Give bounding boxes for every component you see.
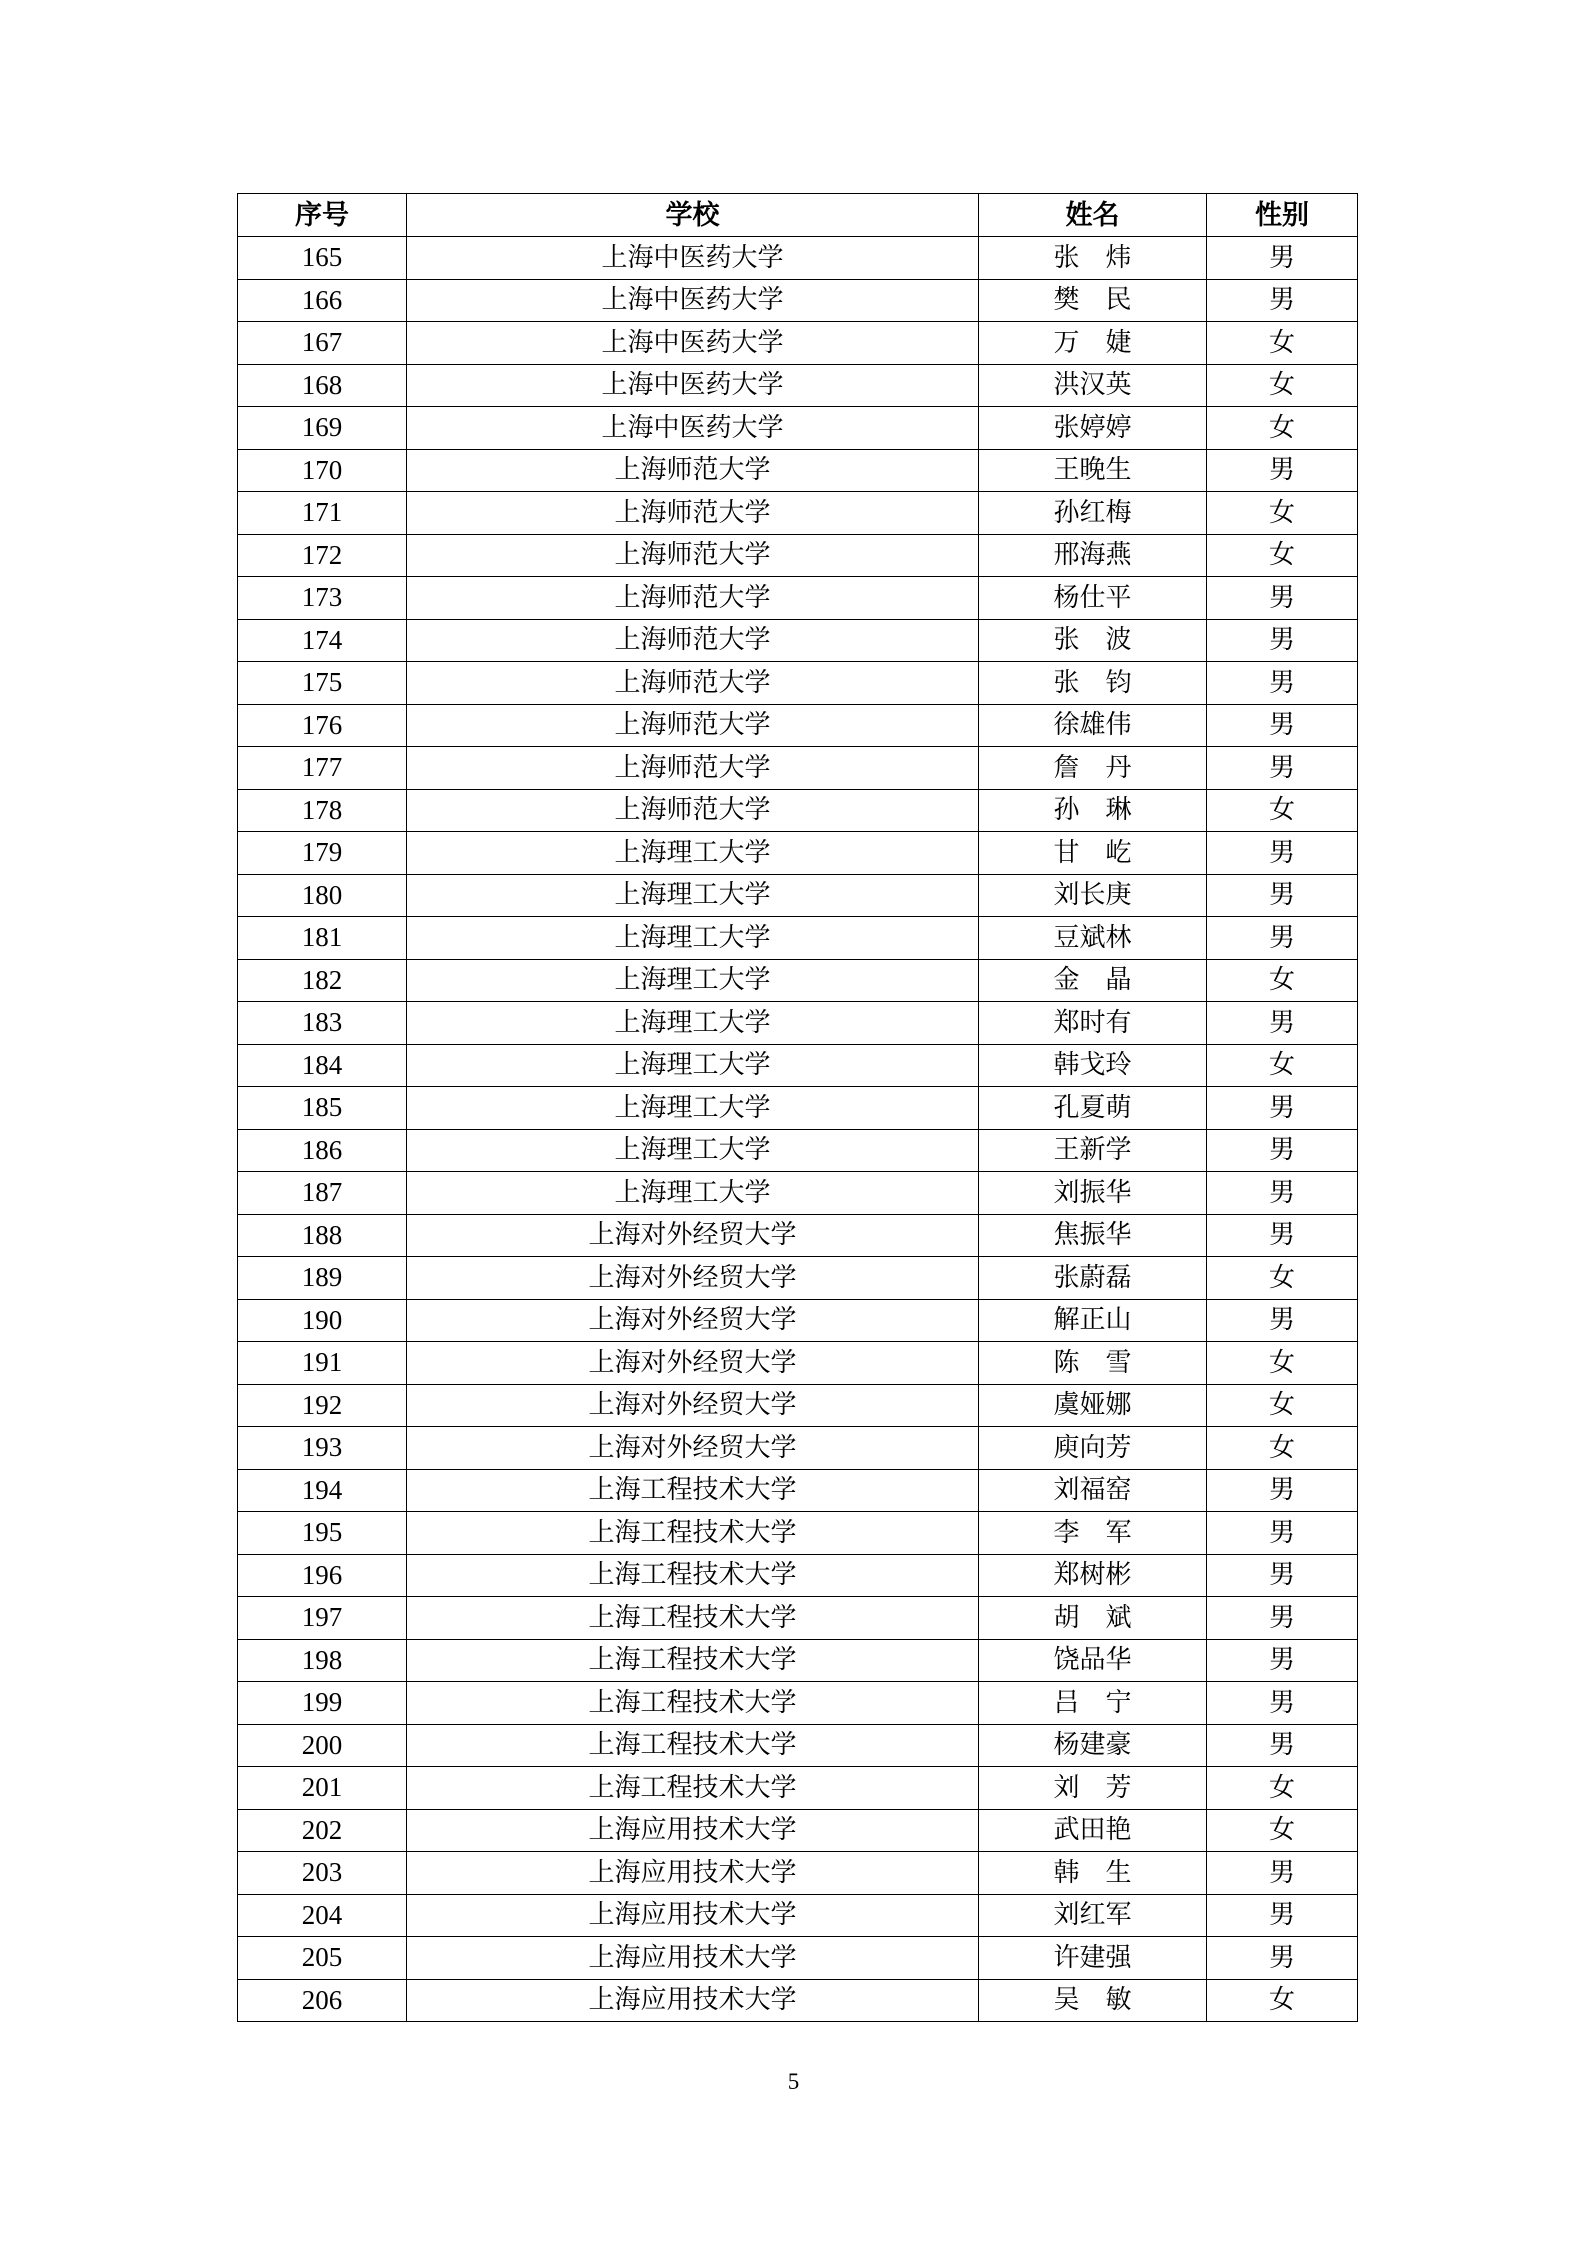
page-number: 5 [787, 2069, 800, 2094]
name-cell: 詹 丹 [979, 747, 1207, 790]
gender-cell: 男 [1207, 619, 1358, 662]
gender-cell: 男 [1207, 747, 1358, 790]
school-cell: 上海理工大学 [407, 1129, 979, 1172]
seq-cell: 202 [238, 1809, 407, 1852]
table-row [238, 1087, 1358, 1130]
school-cell: 上海中医药大学 [407, 364, 979, 407]
name-cell: 刘红军 [979, 1894, 1207, 1937]
name-cell: 饶品华 [979, 1639, 1207, 1682]
table-row [238, 789, 1358, 832]
school-cell: 上海理工大学 [407, 1172, 979, 1215]
table-row [238, 747, 1358, 790]
seq-cell: 190 [238, 1299, 407, 1342]
gender-cell: 女 [1207, 364, 1358, 407]
school-cell: 上海工程技术大学 [407, 1512, 979, 1555]
gender-cell: 女 [1207, 1427, 1358, 1470]
name-cell: 刘振华 [979, 1172, 1207, 1215]
table-row [238, 1894, 1358, 1937]
name-cell: 杨仕平 [979, 577, 1207, 620]
table-row [238, 619, 1358, 662]
gender-cell: 男 [1207, 1002, 1358, 1045]
table-row [238, 1299, 1358, 1342]
seq-cell: 200 [238, 1724, 407, 1767]
seq-cell: 186 [238, 1129, 407, 1172]
gender-cell: 男 [1207, 1512, 1358, 1555]
gender-cell: 男 [1207, 1724, 1358, 1767]
school-cell: 上海工程技术大学 [407, 1724, 979, 1767]
seq-cell: 178 [238, 789, 407, 832]
name-cell: 吕 宁 [979, 1682, 1207, 1725]
school-cell: 上海师范大学 [407, 789, 979, 832]
table-row [238, 1979, 1358, 2022]
name-cell: 徐雄伟 [979, 704, 1207, 747]
name-cell: 张蔚磊 [979, 1257, 1207, 1300]
seq-cell: 184 [238, 1044, 407, 1087]
name-cell: 王新学 [979, 1129, 1207, 1172]
seq-cell: 204 [238, 1894, 407, 1937]
table-row [238, 1002, 1358, 1045]
school-cell: 上海工程技术大学 [407, 1639, 979, 1682]
seq-cell: 196 [238, 1554, 407, 1597]
gender-cell: 男 [1207, 704, 1358, 747]
school-cell: 上海应用技术大学 [407, 1894, 979, 1937]
table-row [238, 237, 1358, 280]
gender-cell: 男 [1207, 1214, 1358, 1257]
table-row [238, 1214, 1358, 1257]
gender-cell: 男 [1207, 1894, 1358, 1937]
gender-cell: 女 [1207, 492, 1358, 535]
name-cell: 李 军 [979, 1512, 1207, 1555]
name-cell: 甘 屹 [979, 832, 1207, 875]
school-cell: 上海理工大学 [407, 874, 979, 917]
gender-cell: 男 [1207, 662, 1358, 705]
gender-cell: 男 [1207, 1087, 1358, 1130]
gender-cell: 女 [1207, 407, 1358, 450]
table-row [238, 407, 1358, 450]
school-cell: 上海师范大学 [407, 449, 979, 492]
table-row [238, 577, 1358, 620]
name-cell: 郑时有 [979, 1002, 1207, 1045]
name-cell: 虞娅娜 [979, 1384, 1207, 1427]
school-cell: 上海师范大学 [407, 662, 979, 705]
table-row [238, 1427, 1358, 1470]
name-cell: 张 钧 [979, 662, 1207, 705]
name-cell: 邢海燕 [979, 534, 1207, 577]
school-cell: 上海对外经贸大学 [407, 1214, 979, 1257]
table-row [238, 832, 1358, 875]
gender-cell: 男 [1207, 449, 1358, 492]
table-row [238, 279, 1358, 322]
seq-cell: 185 [238, 1087, 407, 1130]
seq-cell: 206 [238, 1979, 407, 2022]
name-cell: 刘 芳 [979, 1767, 1207, 1810]
school-cell: 上海理工大学 [407, 1002, 979, 1045]
seq-cell: 169 [238, 407, 407, 450]
table-row [238, 704, 1358, 747]
name-cell: 万 婕 [979, 322, 1207, 365]
table-row [238, 959, 1358, 1002]
gender-cell: 男 [1207, 1597, 1358, 1640]
gender-cell: 男 [1207, 1852, 1358, 1895]
gender-cell: 男 [1207, 1129, 1358, 1172]
name-cell: 王晚生 [979, 449, 1207, 492]
seq-cell: 189 [238, 1257, 407, 1300]
gender-cell: 男 [1207, 1639, 1358, 1682]
table-row [238, 1554, 1358, 1597]
school-cell: 上海应用技术大学 [407, 1809, 979, 1852]
gender-cell: 男 [1207, 237, 1358, 280]
table-body [238, 237, 1358, 2022]
seq-cell: 188 [238, 1214, 407, 1257]
school-cell: 上海工程技术大学 [407, 1597, 979, 1640]
name-cell: 刘福窑 [979, 1469, 1207, 1512]
table-row [238, 534, 1358, 577]
name-cell: 韩戈玲 [979, 1044, 1207, 1087]
table-row [238, 874, 1358, 917]
table-row [238, 492, 1358, 535]
school-cell: 上海对外经贸大学 [407, 1299, 979, 1342]
school-cell: 上海对外经贸大学 [407, 1257, 979, 1300]
seq-cell: 187 [238, 1172, 407, 1215]
seq-cell: 192 [238, 1384, 407, 1427]
name-cell: 吴 敏 [979, 1979, 1207, 2022]
gender-cell: 女 [1207, 1809, 1358, 1852]
gender-cell: 女 [1207, 322, 1358, 365]
gender-cell: 女 [1207, 1384, 1358, 1427]
table-row [238, 1724, 1358, 1767]
seq-cell: 182 [238, 959, 407, 1002]
seq-cell: 197 [238, 1597, 407, 1640]
table-row [238, 1852, 1358, 1895]
name-cell: 韩 生 [979, 1852, 1207, 1895]
gender-cell: 女 [1207, 1767, 1358, 1810]
table-row [238, 1512, 1358, 1555]
seq-cell: 194 [238, 1469, 407, 1512]
table-row [238, 1384, 1358, 1427]
name-cell: 樊 民 [979, 279, 1207, 322]
name-cell: 郑树彬 [979, 1554, 1207, 1597]
gender-cell: 男 [1207, 1299, 1358, 1342]
table-row [238, 449, 1358, 492]
table-header [238, 194, 1358, 237]
name-cell: 刘长庚 [979, 874, 1207, 917]
name-cell: 解正山 [979, 1299, 1207, 1342]
table-row [238, 1937, 1358, 1980]
table-row [238, 1129, 1358, 1172]
school-cell: 上海师范大学 [407, 577, 979, 620]
table-row [238, 1639, 1358, 1682]
gender-cell: 女 [1207, 1342, 1358, 1385]
table-row [238, 322, 1358, 365]
name-cell: 许建强 [979, 1937, 1207, 1980]
school-cell: 上海中医药大学 [407, 322, 979, 365]
table-row [238, 1257, 1358, 1300]
school-cell: 上海师范大学 [407, 704, 979, 747]
seq-cell: 177 [238, 747, 407, 790]
header-row [238, 194, 1358, 237]
gender-cell: 女 [1207, 1257, 1358, 1300]
seq-cell: 175 [238, 662, 407, 705]
gender-cell: 女 [1207, 959, 1358, 1002]
seq-cell: 165 [238, 237, 407, 280]
seq-cell: 176 [238, 704, 407, 747]
name-cell: 胡 斌 [979, 1597, 1207, 1640]
table-row [238, 917, 1358, 960]
school-cell: 上海师范大学 [407, 747, 979, 790]
seq-cell: 171 [238, 492, 407, 535]
school-cell: 上海中医药大学 [407, 279, 979, 322]
seq-cell: 205 [238, 1937, 407, 1980]
table-row [238, 1597, 1358, 1640]
school-cell: 上海师范大学 [407, 534, 979, 577]
name-cell: 张 波 [979, 619, 1207, 662]
seq-cell: 173 [238, 577, 407, 620]
seq-cell: 203 [238, 1852, 407, 1895]
table-row [238, 1767, 1358, 1810]
name-cell: 武田艳 [979, 1809, 1207, 1852]
school-cell: 上海理工大学 [407, 917, 979, 960]
table-row [238, 1809, 1358, 1852]
gender-cell: 男 [1207, 1554, 1358, 1597]
seq-cell: 166 [238, 279, 407, 322]
seq-cell: 181 [238, 917, 407, 960]
name-cell: 孔夏萌 [979, 1087, 1207, 1130]
table-row [238, 1044, 1358, 1087]
header-school: 学校 [407, 194, 979, 237]
seq-cell: 199 [238, 1682, 407, 1725]
seq-cell: 168 [238, 364, 407, 407]
school-cell: 上海工程技术大学 [407, 1554, 979, 1597]
school-cell: 上海师范大学 [407, 619, 979, 662]
school-cell: 上海工程技术大学 [407, 1469, 979, 1512]
school-cell: 上海中医药大学 [407, 407, 979, 450]
school-cell: 上海师范大学 [407, 492, 979, 535]
seq-cell: 195 [238, 1512, 407, 1555]
name-cell: 洪汉英 [979, 364, 1207, 407]
name-cell: 张婷婷 [979, 407, 1207, 450]
table-row [238, 1342, 1358, 1385]
seq-cell: 174 [238, 619, 407, 662]
name-cell: 豆斌林 [979, 917, 1207, 960]
table-row [238, 1682, 1358, 1725]
seq-cell: 193 [238, 1427, 407, 1470]
seq-cell: 183 [238, 1002, 407, 1045]
school-cell: 上海对外经贸大学 [407, 1427, 979, 1470]
gender-cell: 男 [1207, 279, 1358, 322]
school-cell: 上海中医药大学 [407, 237, 979, 280]
seq-cell: 172 [238, 534, 407, 577]
table-row [238, 364, 1358, 407]
gender-cell: 女 [1207, 789, 1358, 832]
school-cell: 上海应用技术大学 [407, 1979, 979, 2022]
school-cell: 上海理工大学 [407, 1087, 979, 1130]
name-cell: 孙 琳 [979, 789, 1207, 832]
gender-cell: 男 [1207, 917, 1358, 960]
name-cell: 陈 雪 [979, 1342, 1207, 1385]
gender-cell: 男 [1207, 874, 1358, 917]
school-cell: 上海工程技术大学 [407, 1767, 979, 1810]
name-cell: 金 晶 [979, 959, 1207, 1002]
school-cell: 上海理工大学 [407, 832, 979, 875]
seq-cell: 198 [238, 1639, 407, 1682]
header-seq: 序号 [238, 194, 407, 237]
roster-table [237, 193, 1358, 2022]
seq-cell: 201 [238, 1767, 407, 1810]
gender-cell: 男 [1207, 1682, 1358, 1725]
seq-cell: 170 [238, 449, 407, 492]
seq-cell: 179 [238, 832, 407, 875]
seq-cell: 191 [238, 1342, 407, 1385]
gender-cell: 女 [1207, 534, 1358, 577]
school-cell: 上海工程技术大学 [407, 1682, 979, 1725]
school-cell: 上海对外经贸大学 [407, 1342, 979, 1385]
gender-cell: 男 [1207, 1469, 1358, 1512]
name-cell: 孙红梅 [979, 492, 1207, 535]
table-row [238, 1469, 1358, 1512]
name-cell: 杨建豪 [979, 1724, 1207, 1767]
table-row [238, 1172, 1358, 1215]
header-gender: 性别 [1207, 194, 1358, 237]
name-cell: 张 炜 [979, 237, 1207, 280]
gender-cell: 男 [1207, 577, 1358, 620]
gender-cell: 男 [1207, 1172, 1358, 1215]
school-cell: 上海理工大学 [407, 959, 979, 1002]
school-cell: 上海对外经贸大学 [407, 1384, 979, 1427]
table-row [238, 662, 1358, 705]
school-cell: 上海应用技术大学 [407, 1937, 979, 1980]
gender-cell: 女 [1207, 1979, 1358, 2022]
gender-cell: 男 [1207, 1937, 1358, 1980]
gender-cell: 女 [1207, 1044, 1358, 1087]
seq-cell: 167 [238, 322, 407, 365]
name-cell: 焦振华 [979, 1214, 1207, 1257]
school-cell: 上海应用技术大学 [407, 1852, 979, 1895]
gender-cell: 男 [1207, 832, 1358, 875]
name-cell: 庾向芳 [979, 1427, 1207, 1470]
seq-cell: 180 [238, 874, 407, 917]
header-name: 姓名 [979, 194, 1207, 237]
school-cell: 上海理工大学 [407, 1044, 979, 1087]
